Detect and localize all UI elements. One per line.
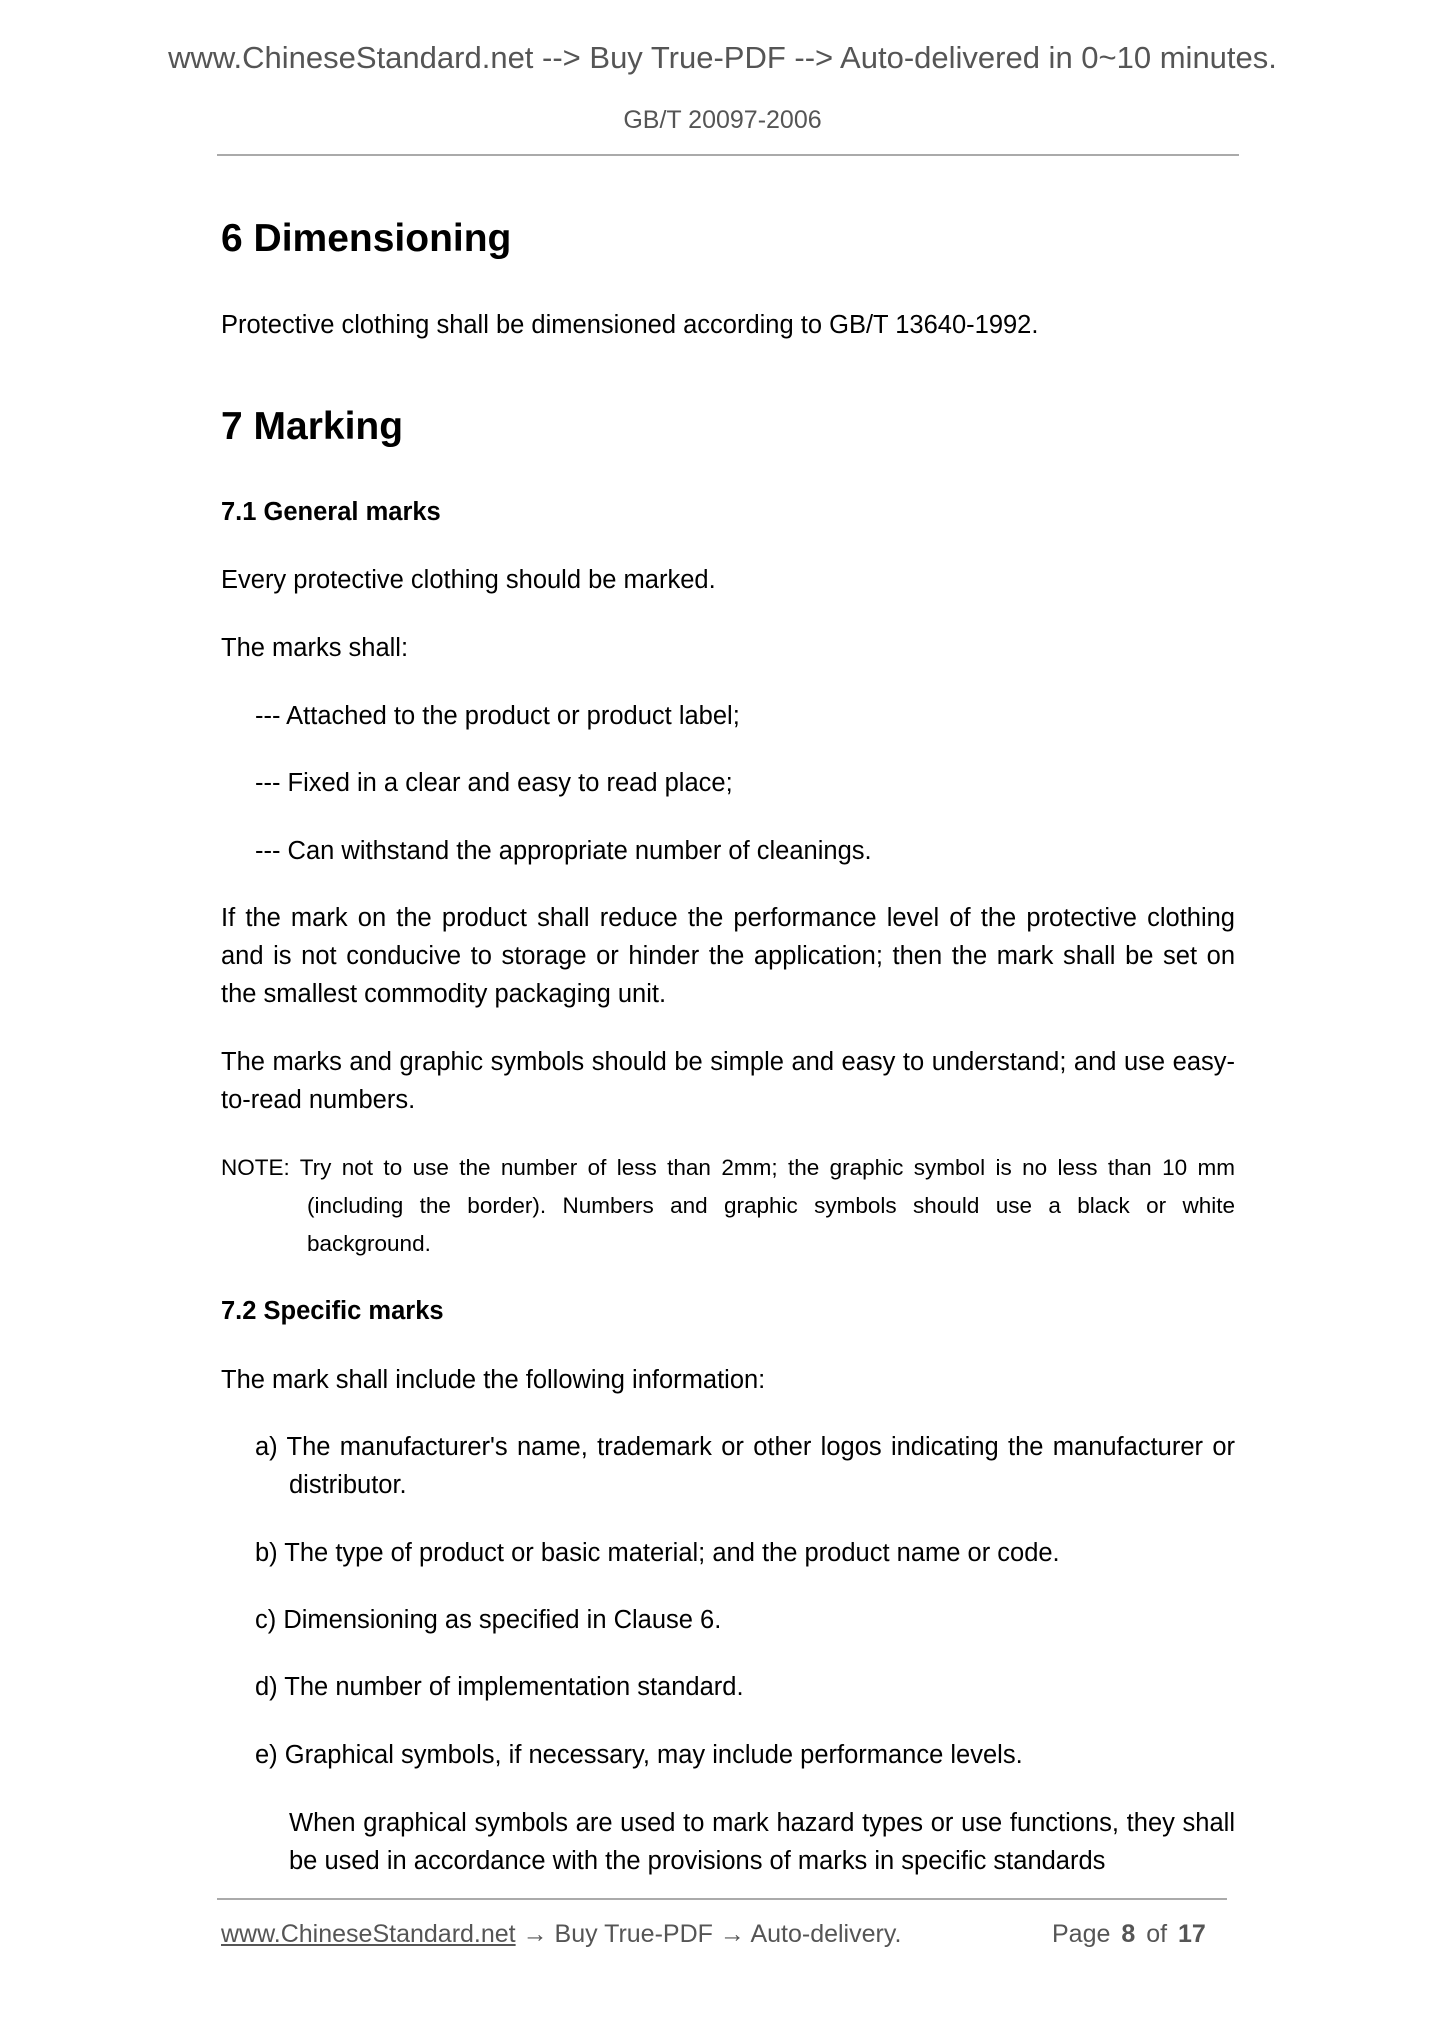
page-label: Page [1052, 1920, 1111, 1948]
paragraph: When graphical symbols are used to mark hazard types or use functions, they shall be used in accordance with the provisions of marks in specific standards [289, 1809, 1235, 1875]
footer-link[interactable]: www.ChineseStandard.net [221, 1920, 516, 1948]
page-indicator [1052, 1915, 1206, 1953]
paragraph: The mark shall include the following information: [221, 1366, 766, 1394]
arrow-icon: → [719, 1920, 745, 1948]
of-label: of [1146, 1920, 1168, 1948]
footer-divider [217, 1898, 1227, 1900]
list-item: --- Attached to the product or product label; [255, 702, 740, 730]
section-7-2-heading: 7.2 Specific marks [221, 1297, 444, 1325]
list-item: e) Graphical symbols, if necessary, may include performance levels. [255, 1741, 1023, 1769]
footer-delivery: Auto-delivery. [750, 1920, 902, 1948]
list-item: c) Dimensioning as specified in Clause 6. [255, 1606, 722, 1634]
paragraph: If the mark on the product shall reduce the performance level of the protective clothing and is not conducive to storage or hinder the application; then the mark shall be set on the smallest commodity packaging unit. [221, 904, 1235, 1008]
page-total: 17 [1178, 1920, 1206, 1948]
section-7-1-heading: 7.1 General marks [221, 498, 441, 526]
note: NOTE: Try not to use the number of less than 2mm; the graphic symbol is no less than 10 mm (including the border). Numbers and graphic symbols should use a black or white background. [221, 1155, 1235, 1256]
list-item: --- Can withstand the appropriate number of cleanings. [255, 837, 872, 865]
paragraph: Every protective clothing should be marked. [221, 566, 716, 594]
list-item: b) The type of product or basic material; and the product name or code. [255, 1539, 1060, 1567]
paragraph: The marks shall: [221, 634, 409, 662]
footer-buy: Buy True-PDF [554, 1920, 713, 1948]
section-7-heading: 7 Marking [221, 405, 404, 448]
header-banner: www.ChineseStandard.net --> Buy True-PDF --> Auto-delivered in 0~10 minutes. [168, 40, 1277, 75]
page-current: 8 [1121, 1920, 1136, 1948]
arrow-icon: → [522, 1920, 548, 1948]
section-6-text: Protective clothing shall be dimensioned according to GB/T 13640-1992. [221, 311, 1039, 339]
paragraph: The marks and graphic symbols should be simple and easy to understand; and use easy-to-read numbers. [221, 1048, 1235, 1114]
list-item: --- Fixed in a clear and easy to read place; [255, 769, 733, 797]
standard-number: GB/T 20097-2006 [623, 106, 822, 134]
list-item: d) The number of implementation standard. [255, 1673, 744, 1701]
list-item: a) The manufacturer's name, trademark or other logos indicating the manufacturer or distributor. [255, 1433, 1235, 1499]
footer-left [221, 1915, 901, 1953]
section-6-heading: 6 Dimensioning [221, 217, 512, 260]
header-divider [217, 154, 1239, 156]
